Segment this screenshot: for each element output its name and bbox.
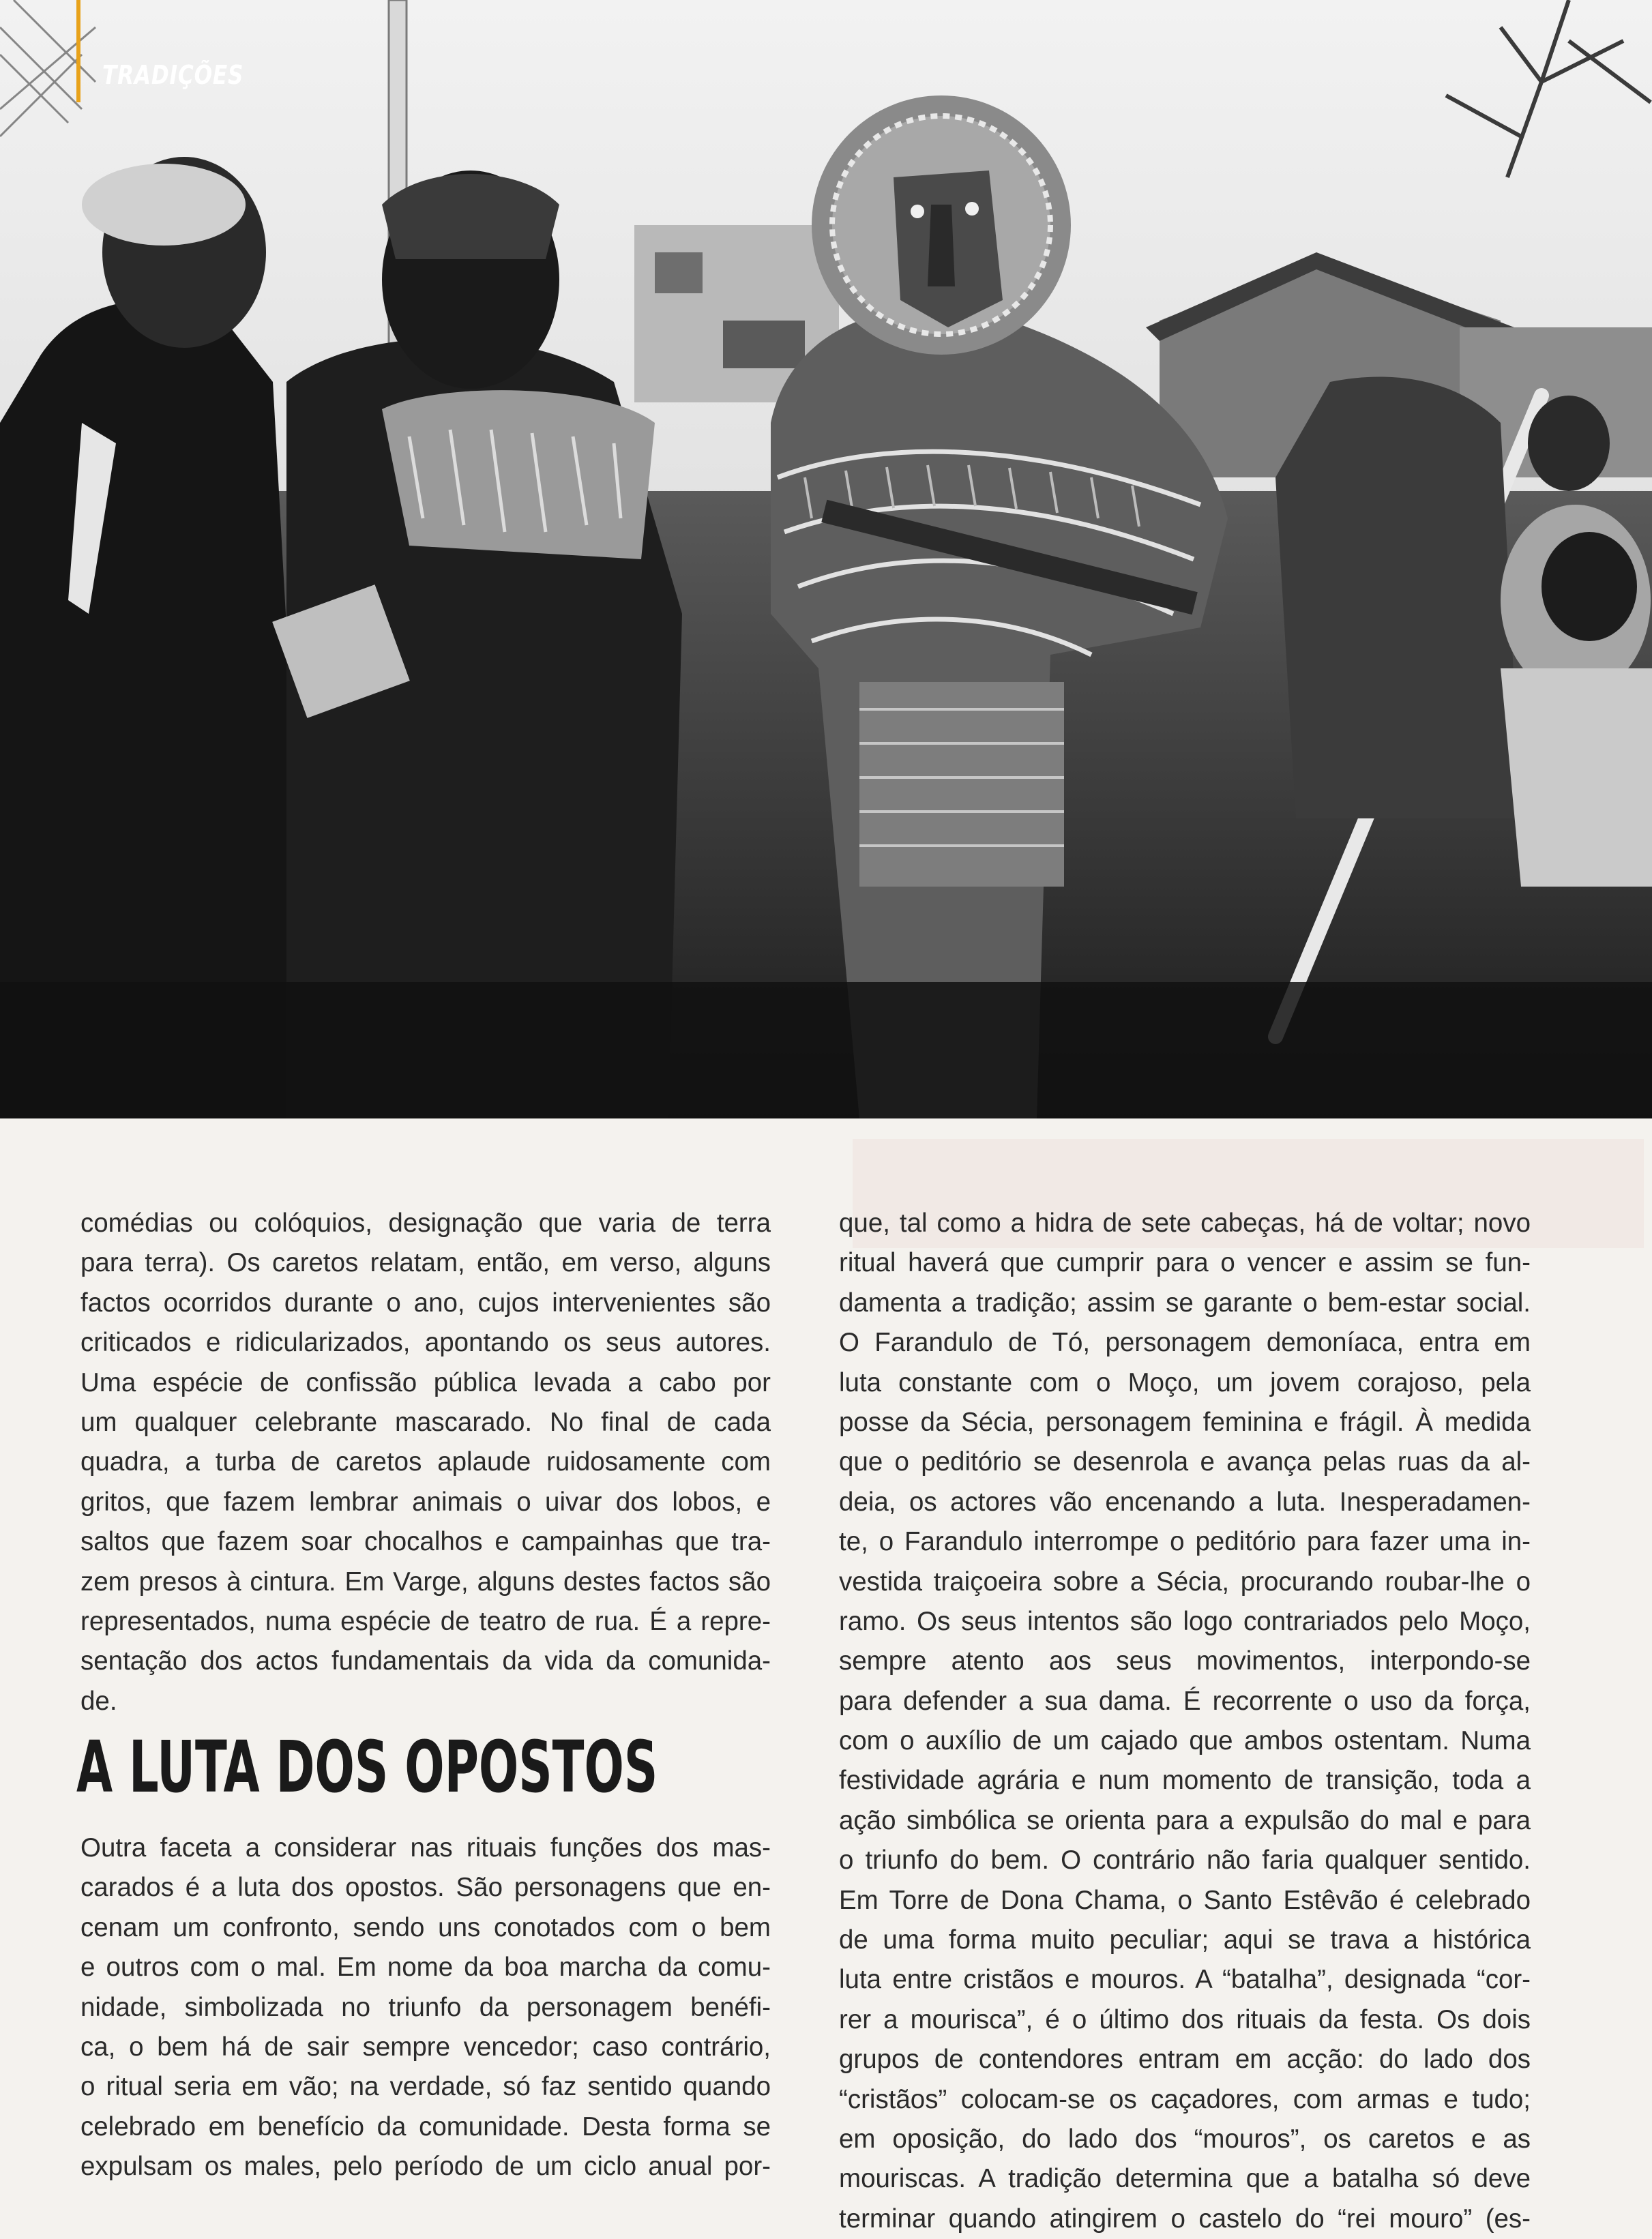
section-accent-bar (76, 0, 80, 102)
section-label: TRADIÇÕES (102, 60, 244, 90)
text-line: o triunfo do bem. O contrário não faria qualquer sentido. (839, 1845, 1531, 1875)
text-line: factos ocorridos durante o ano, cujos intervenientes são (80, 1288, 771, 1318)
photo-illustration (0, 0, 1652, 1118)
hero-photo (0, 0, 1652, 1118)
text-line: luta constante com o Moço, um jovem corajoso, pela (839, 1367, 1531, 1397)
text-line: luta entre cristãos e mouros. A “batalha”, designada “cor- (839, 1965, 1531, 1995)
text-line: ritual haverá que cumprir para o vencer e assim se fun- (839, 1248, 1531, 1278)
text-line: terminar quando atingirem o castelo do “rei mouro” (es- (839, 2204, 1531, 2234)
text-line: deia, os actores vão encenando a luta. Inesperadamen- (839, 1487, 1531, 1517)
text-line: grupos de contendores entram em acção: do lado dos (839, 2045, 1531, 2075)
text-line: ramo. Os seus intentos são logo contrariados pelo Moço, (839, 1606, 1531, 1636)
text-line: posse da Sécia, personagem feminina e frágil. À medida (839, 1407, 1531, 1437)
text-line: Uma espécie de confissão pública levada a cabo por (80, 1367, 771, 1397)
text-line: ação simbólica se orienta para a expulsão do mal e para (839, 1805, 1531, 1835)
text-line: carados é a luta dos opostos. São personagens que en- (80, 1873, 771, 1903)
text-line: expulsam os males, pelo período de um ciclo anual por- (80, 2152, 771, 2182)
text-line: o ritual seria em vão; na verdade, só faz sentido quando (80, 2072, 771, 2102)
text-line: te, o Farandulo interrompe o peditório para fazer uma in- (839, 1527, 1531, 1557)
text-line: celebrado em benefício da comunidade. Desta forma se (80, 2111, 771, 2141)
text-line: representados, numa espécie de teatro de rua. É a repre- (80, 1606, 771, 1636)
article-right-column (839, 1204, 1531, 2239)
text-line: que, tal como a hidra de sete cabeças, há de voltar; novo (839, 1209, 1531, 1238)
text-line: com o auxílio de um cajado que ambos ostentam. Numa (839, 1726, 1531, 1756)
text-line: saltos que fazem soar chocalhos e campainhas que tra- (80, 1527, 771, 1557)
text-line: de uma forma muito peculiar; aqui se trava a histórica (839, 1925, 1531, 1955)
text-line: para terra). Os caretos relatam, então, em verso, alguns (80, 1248, 771, 1278)
text-line: que o peditório se desenrola e avança pelas ruas da al- (839, 1447, 1531, 1477)
text-line: damenta a tradição; assim se garante o bem-estar social. (839, 1288, 1531, 1318)
text-line: e outros com o mal. Em nome da boa marcha da comu- (80, 1953, 771, 1983)
text-line: gritos, que fazem lembrar animais o uivar dos lobos, e (80, 1487, 771, 1517)
section-heading: A LUTA DOS OPOSTOS (76, 1725, 658, 1809)
text-line: vestida traiçoeira sobre a Sécia, procurando roubar-lhe o (839, 1567, 1531, 1597)
text-line: em oposição, do lado dos “mouros”, os caretos e as (839, 2124, 1531, 2154)
text-line: rer a mourisca”, é o último dos rituais da festa. Os dois (839, 2004, 1531, 2034)
text-line: de. (80, 1686, 117, 1716)
text-line: sempre atento aos seus movimentos, interpondo-se (839, 1646, 1531, 1676)
text-line: um qualquer celebrante mascarado. No final de cada (80, 1407, 771, 1437)
text-line: ca, o bem há de sair sempre vencedor; caso contrário, (80, 2032, 771, 2062)
article-left-column-p2 (80, 1828, 771, 2187)
text-line: Em Torre de Dona Chama, o Santo Estêvão é celebrado (839, 1885, 1531, 1915)
text-line: quadra, a turba de caretos aplaude ruidosamente com (80, 1447, 771, 1477)
text-line: nidade, simbolizada no triunfo da personagem benéfi- (80, 1992, 771, 2022)
text-line: criticados e ridicularizados, apontando os seus autores. (80, 1328, 771, 1358)
text-line: zem presos à cintura. Em Varge, alguns destes factos são (80, 1567, 771, 1597)
text-line: O Farandulo de Tó, personagem demoníaca, entra em (839, 1328, 1531, 1358)
text-line: mouriscas. A tradição determina que a batalha só deve (839, 2164, 1531, 2194)
text-line: comédias ou colóquios, designação que varia de terra (80, 1209, 771, 1238)
text-line: sentação dos actos fundamentais da vida da comunida- (80, 1646, 771, 1676)
text-line: cenam um confronto, sendo uns conotados com o bem (80, 1912, 771, 1942)
text-line: Outra faceta a considerar nas rituais funções dos mas- (80, 1833, 771, 1863)
text-line: festividade agrária e num momento de transição, toda a (839, 1766, 1531, 1796)
text-line: para defender a sua dama. É recorrente o uso da força, (839, 1686, 1531, 1716)
text-line: “cristãos” colocam-se os caçadores, com armas e tudo; (839, 2084, 1531, 2114)
article-left-column-p1 (80, 1204, 771, 1721)
